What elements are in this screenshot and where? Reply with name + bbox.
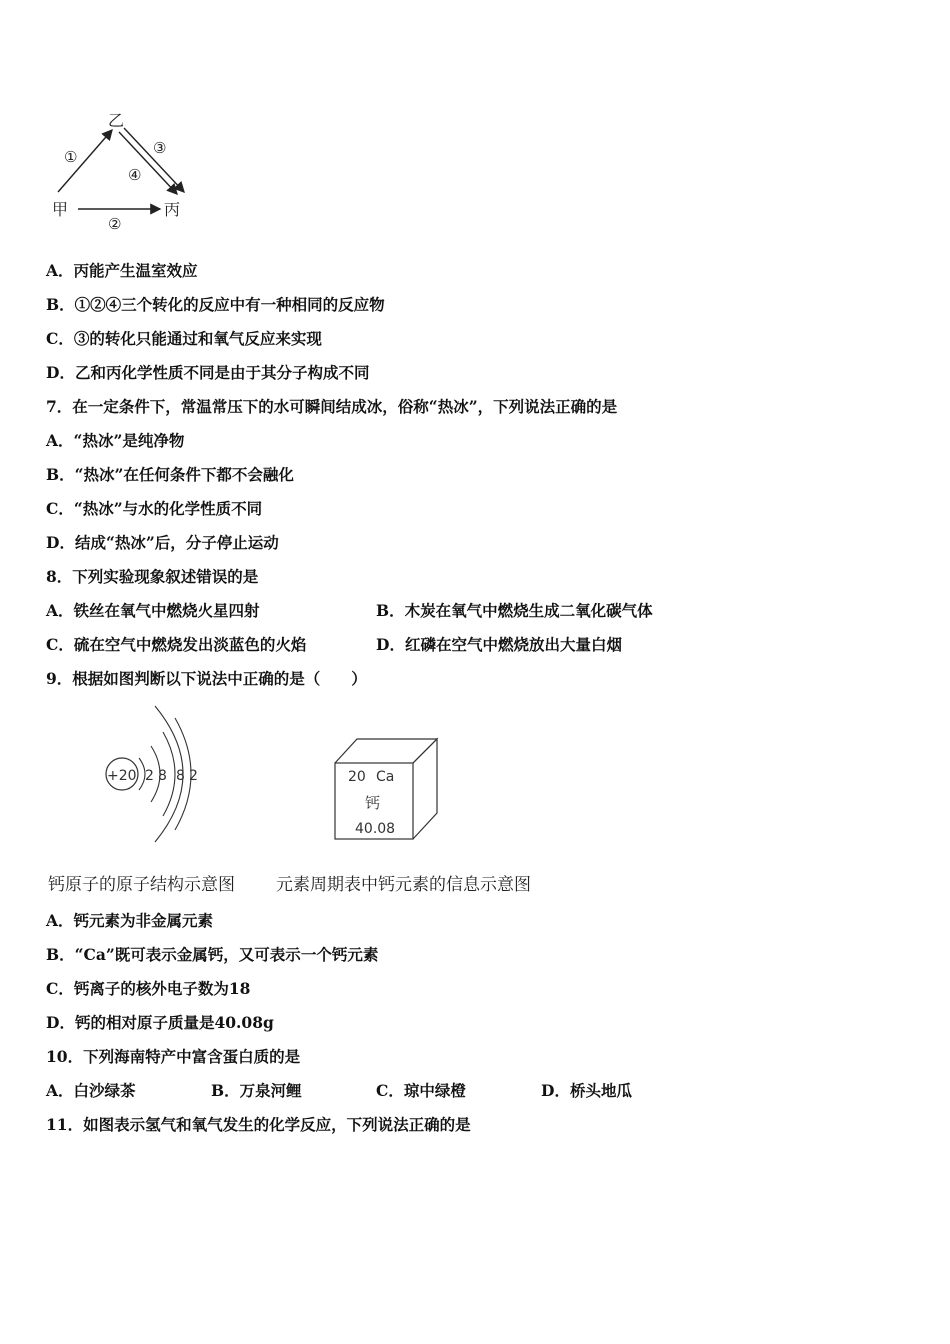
q7-stem: 7．在一定条件下，常温常压下的水可瞬间结成冰，俗称“热冰”，下列说法正确的是	[46, 397, 618, 416]
label-arrow-3: ③	[153, 139, 167, 157]
q10-option-b: B．万泉河鲤	[211, 1081, 302, 1100]
shell-count-3: 8	[176, 768, 185, 784]
node-yi: 乙	[108, 111, 125, 130]
cube-top	[335, 739, 437, 763]
q7-option-d: D．结成“热冰”后，分子停止运动	[46, 533, 279, 552]
q6-option-b: B．①②④三个转化的反应中有一种相同的反应物	[46, 295, 385, 314]
q7-option-c: C．“热冰”与水的化学性质不同	[46, 499, 263, 518]
q6-option-d: D．乙和丙化学性质不同是由于其分子构成不同	[46, 363, 370, 382]
label-arrow-2: ②	[108, 215, 122, 230]
shell-count-2: 8	[158, 768, 167, 784]
q6-option-a: A．丙能产生温室效应	[46, 261, 198, 280]
element-mass: 40.08	[355, 821, 396, 837]
node-bing: 丙	[164, 200, 181, 219]
element-atomic-number: 20	[348, 769, 366, 785]
caption-atom-structure: 钙原子的原子结构示意图	[48, 875, 235, 895]
label-arrow-4: ④	[128, 166, 142, 184]
calcium-element-cell	[330, 735, 445, 845]
node-jia: 甲	[52, 200, 69, 219]
q8-option-d: D．红磷在空气中燃烧放出大量白烟	[376, 635, 622, 654]
q8-option-b: B．木炭在氧气中燃烧生成二氧化碳气体	[376, 601, 653, 620]
shell-count-1: 2	[145, 768, 154, 784]
q8-option-c: C．硫在空气中燃烧发出淡蓝色的火焰	[46, 635, 307, 654]
q9-stem: 9．根据如图判断以下说法中正确的是（ ）	[46, 669, 367, 688]
q8-option-a: A．铁丝在氧气中燃烧火星四射	[46, 601, 260, 620]
q9-option-b: B．“Ca”既可表示金属钙，又可表示一个钙元素	[46, 945, 379, 964]
q8-options-row1	[46, 601, 260, 621]
label-arrow-1: ①	[64, 148, 78, 166]
shell-count-4: 2	[189, 768, 198, 784]
q9-option-d: D．钙的相对原子质量是40.08g	[46, 1013, 274, 1032]
element-name: 钙	[365, 794, 381, 812]
q10-option-d: D．桥头地瓜	[541, 1081, 632, 1100]
q8-stem: 8．下列实验现象叙述错误的是	[46, 567, 259, 586]
cube-side	[413, 739, 437, 839]
q9-option-a: A．钙元素为非金属元素	[46, 911, 214, 930]
q10-stem: 10．下列海南特产中富含蛋白质的是	[46, 1047, 301, 1066]
q7-option-a: A．“热冰”是纯净物	[46, 431, 185, 450]
conversion-diagram	[40, 100, 200, 230]
element-symbol: Ca	[376, 769, 395, 785]
calcium-atom-structure	[95, 700, 215, 850]
q10-option-c: C．琼中绿橙	[376, 1081, 466, 1100]
caption-element-cell: 元素周期表中钙元素的信息示意图	[276, 875, 531, 895]
arrow-yi-to-bing-second	[119, 132, 177, 194]
q7-option-b: B．“热冰”在任何条件下都不会融化	[46, 465, 294, 484]
q11-stem: 11．如图表示氢气和氧气发生的化学反应，下列说法正确的是	[46, 1115, 471, 1134]
nucleus-charge: +20	[107, 768, 137, 784]
q9-option-c: C．钙离子的核外电子数为18	[46, 979, 251, 998]
q6-option-c: C．③的转化只能通过和氧气反应来实现	[46, 329, 322, 348]
q10-option-a: A．白沙绿茶	[46, 1081, 136, 1100]
